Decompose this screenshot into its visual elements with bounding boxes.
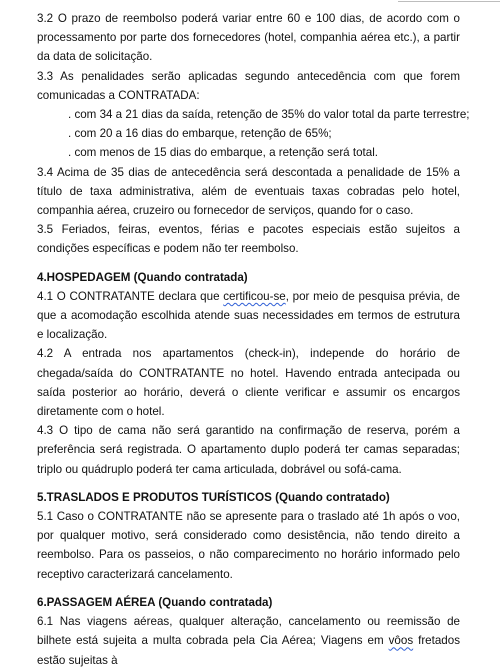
page-top-rule: [398, 1, 500, 2]
clause-4-1: [37, 287, 460, 345]
clause-3-4: 3.4 Acima de 35 dias de antecedência será descontada a penalidade de 15% a título de taxa administrativa, além de eventuais taxas cobradas pelo hotel, companhia aérea, cruzeiro ou fornecedor de serviços, quando for o caso.: [37, 165, 460, 218]
clause-3-3: 3.3 As penalidades serão aplicadas segundo antecedência com que forem comunicadas a CONTRATADA:: [37, 69, 460, 102]
clause-6-1-end: fretados estão sujeitas à: [37, 634, 460, 667]
clause-3-3-item-2: . com 20 a 16 dias do embarque, retenção de 65%;: [68, 127, 332, 141]
clause-4-2: 4.2 A entrada nos apartamentos (check-in), independe do horário de chegada/saída do CONTRATANTE no hotel. Havendo entrada antecipada ou saída posterior ao horário, deverá o cliente verificar e assumir os encargos diretamente com o hotel.: [37, 347, 460, 419]
document-body: [37, 9, 470, 670]
clause-3-3-item-3: . com menos de 15 dias do embarque, a retenção será total.: [68, 146, 378, 160]
section-gap: [37, 259, 460, 268]
heading-section-6: 6.PASSAGEM AÉREA (Quando contratada): [37, 595, 273, 609]
clause-6-1: [37, 612, 460, 670]
clause-6-1-start: 6.1 Nas viagens aéreas, qualquer alteração, cancelamento ou reemissão de bilhete está sujeita a multa cobrada pela Cia Aérea; Viagens em: [37, 615, 460, 648]
spellcheck-flag-certificou: certificou-se: [223, 289, 286, 303]
clause-3-2: 3.2 O prazo de reembolso poderá variar entre 60 e 100 dias, de acordo com o processamento por parte dos fornecedores (hotel, companhia aérea etc.), a partir da data de solicitação.: [37, 12, 460, 64]
clause-5-1: 5.1 Caso o CONTRATANTE não se apresente para o traslado até 1h após o voo, por qualquer motivo, será considerado como desistência, não tendo direito a reembolso. Para os passeios, o não comparecimento no horário informado pelo receptivo caracterizará cancelamento.: [37, 510, 460, 581]
clause-3-3-item-1: . com 34 a 21 dias da saída, retenção de 35% do valor total da parte terrestre;: [68, 108, 470, 122]
section-gap: [37, 584, 460, 593]
clause-4-3: 4.3 O tipo de cama não será garantido na confirmação de reserva, porém a preferência será registrada. O apartamento duplo poderá ter camas separadas; triplo ou quádruplo poderá ter cama articulada, dobrável ou sofá-cama.: [37, 424, 460, 476]
heading-section-5: 5.TRASLADOS E PRODUTOS TURÍSTICOS (Quando contratado): [37, 490, 390, 504]
section-gap: [37, 479, 460, 488]
spellcheck-flag-voos: vôos: [388, 634, 414, 648]
heading-section-4: 4.HOSPEDAGEM (Quando contratada): [37, 270, 248, 284]
clause-4-1-end: , por meio de pesquisa prévia, de que a acomodação escolhida atende suas necessidades em termos de estrutura e localização.: [37, 289, 460, 342]
clause-4-1-start: 4.1 O CONTRATANTE declara que: [37, 289, 224, 303]
clause-3-5: 3.5 Feriados, feiras, eventos, férias e pacotes especiais estão sujeitos a condições específicas e podem não ter reembolso.: [37, 223, 460, 256]
